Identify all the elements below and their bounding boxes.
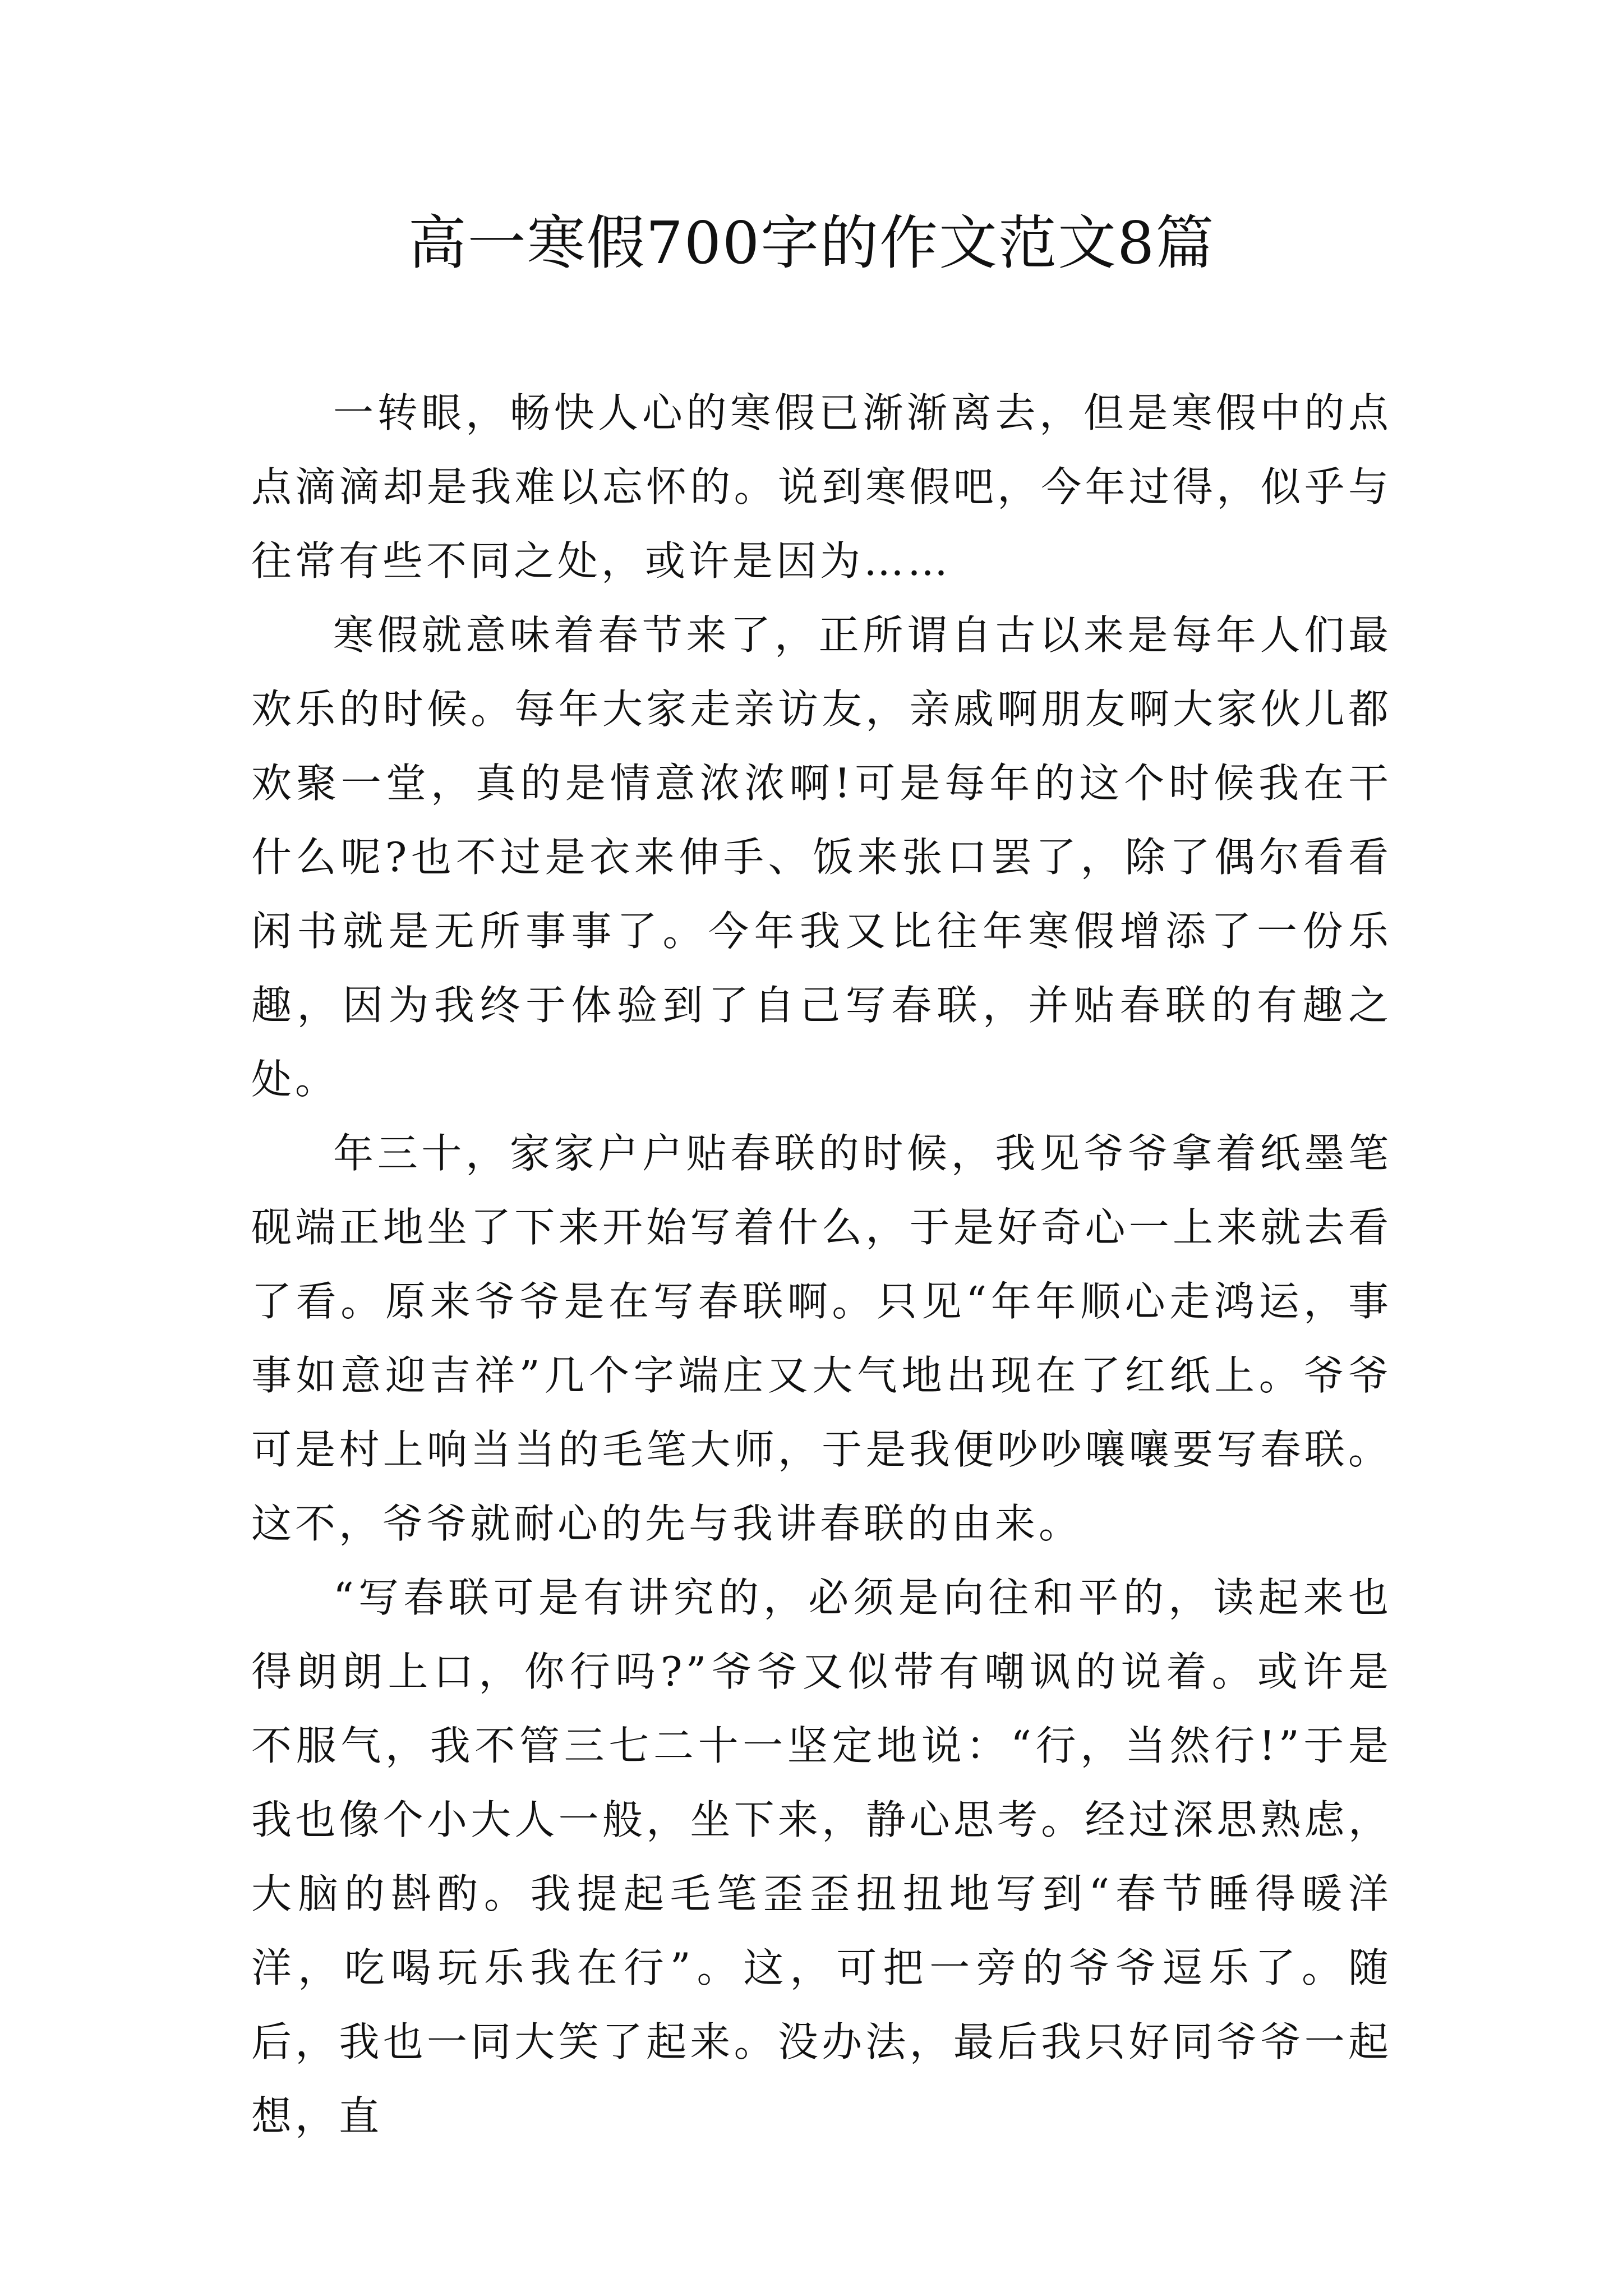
document-title: 高一寒假700字的作文范文8篇 xyxy=(408,209,1215,277)
paragraph-2: 寒假就意味着春节来了，正所谓自古以来是每年人们最欢乐的时候。每年大家走亲访友，亲戚啊朋友啊大家伙儿都欢聚一堂，真的是情意浓浓啊!可是每年的这个时候我在干什么呢?也不过是衣来伸手、饭来张口罢了，除了偶尔看看闲书就是无所事事了。今年我又比往年寒假增添了一份乐趣，因为我终于体验到了自己写春联，并贴春联的有趣之处。 xyxy=(251,611,1392,1103)
paragraph-3: 年三十，家家户户贴春联的时候，我见爷爷拿着纸墨笔砚端正地坐了下来开始写着什么，于是好奇心一上来就去看了看。原来爷爷是在写春联啊。只见“年年顺心走鸿运，事事如意迎吉祥”几个字端庄又大气地出现在了红纸上。爷爷可是村上响当当的毛笔大师，于是我便吵吵嚷嚷要写春联。这不，爷爷就耐心的先与我讲春联的由来。 xyxy=(251,1130,1392,1547)
document-body xyxy=(251,376,1392,2153)
paragraph-1: 一转眼，畅快人心的寒假已渐渐离去，但是寒假中的点点滴滴却是我难以忘怀的。说到寒假吧，今年过得，似乎与往常有些不同之处，或许是因为…… xyxy=(251,389,1392,585)
paragraph-4: “写春联可是有讲究的，必须是向往和平的，读起来也得朗朗上口，你行吗?”爷爷又似带有嘲讽的说着。或许是不服气，我不管三七二十一坚定地说：“行，当然行!”于是我也像个小大人一般，坐下来，静心思考。经过深思熟虑，大脑的斟酌。我提起毛笔歪歪扭扭地写到“春节睡得暖洋洋，吃喝玩乐我在行”。这，可把一旁的爷爷逗乐了。随后，我也一同大笑了起来。没办法，最后我只好同爷爷一起想，直 xyxy=(251,1574,1392,2139)
